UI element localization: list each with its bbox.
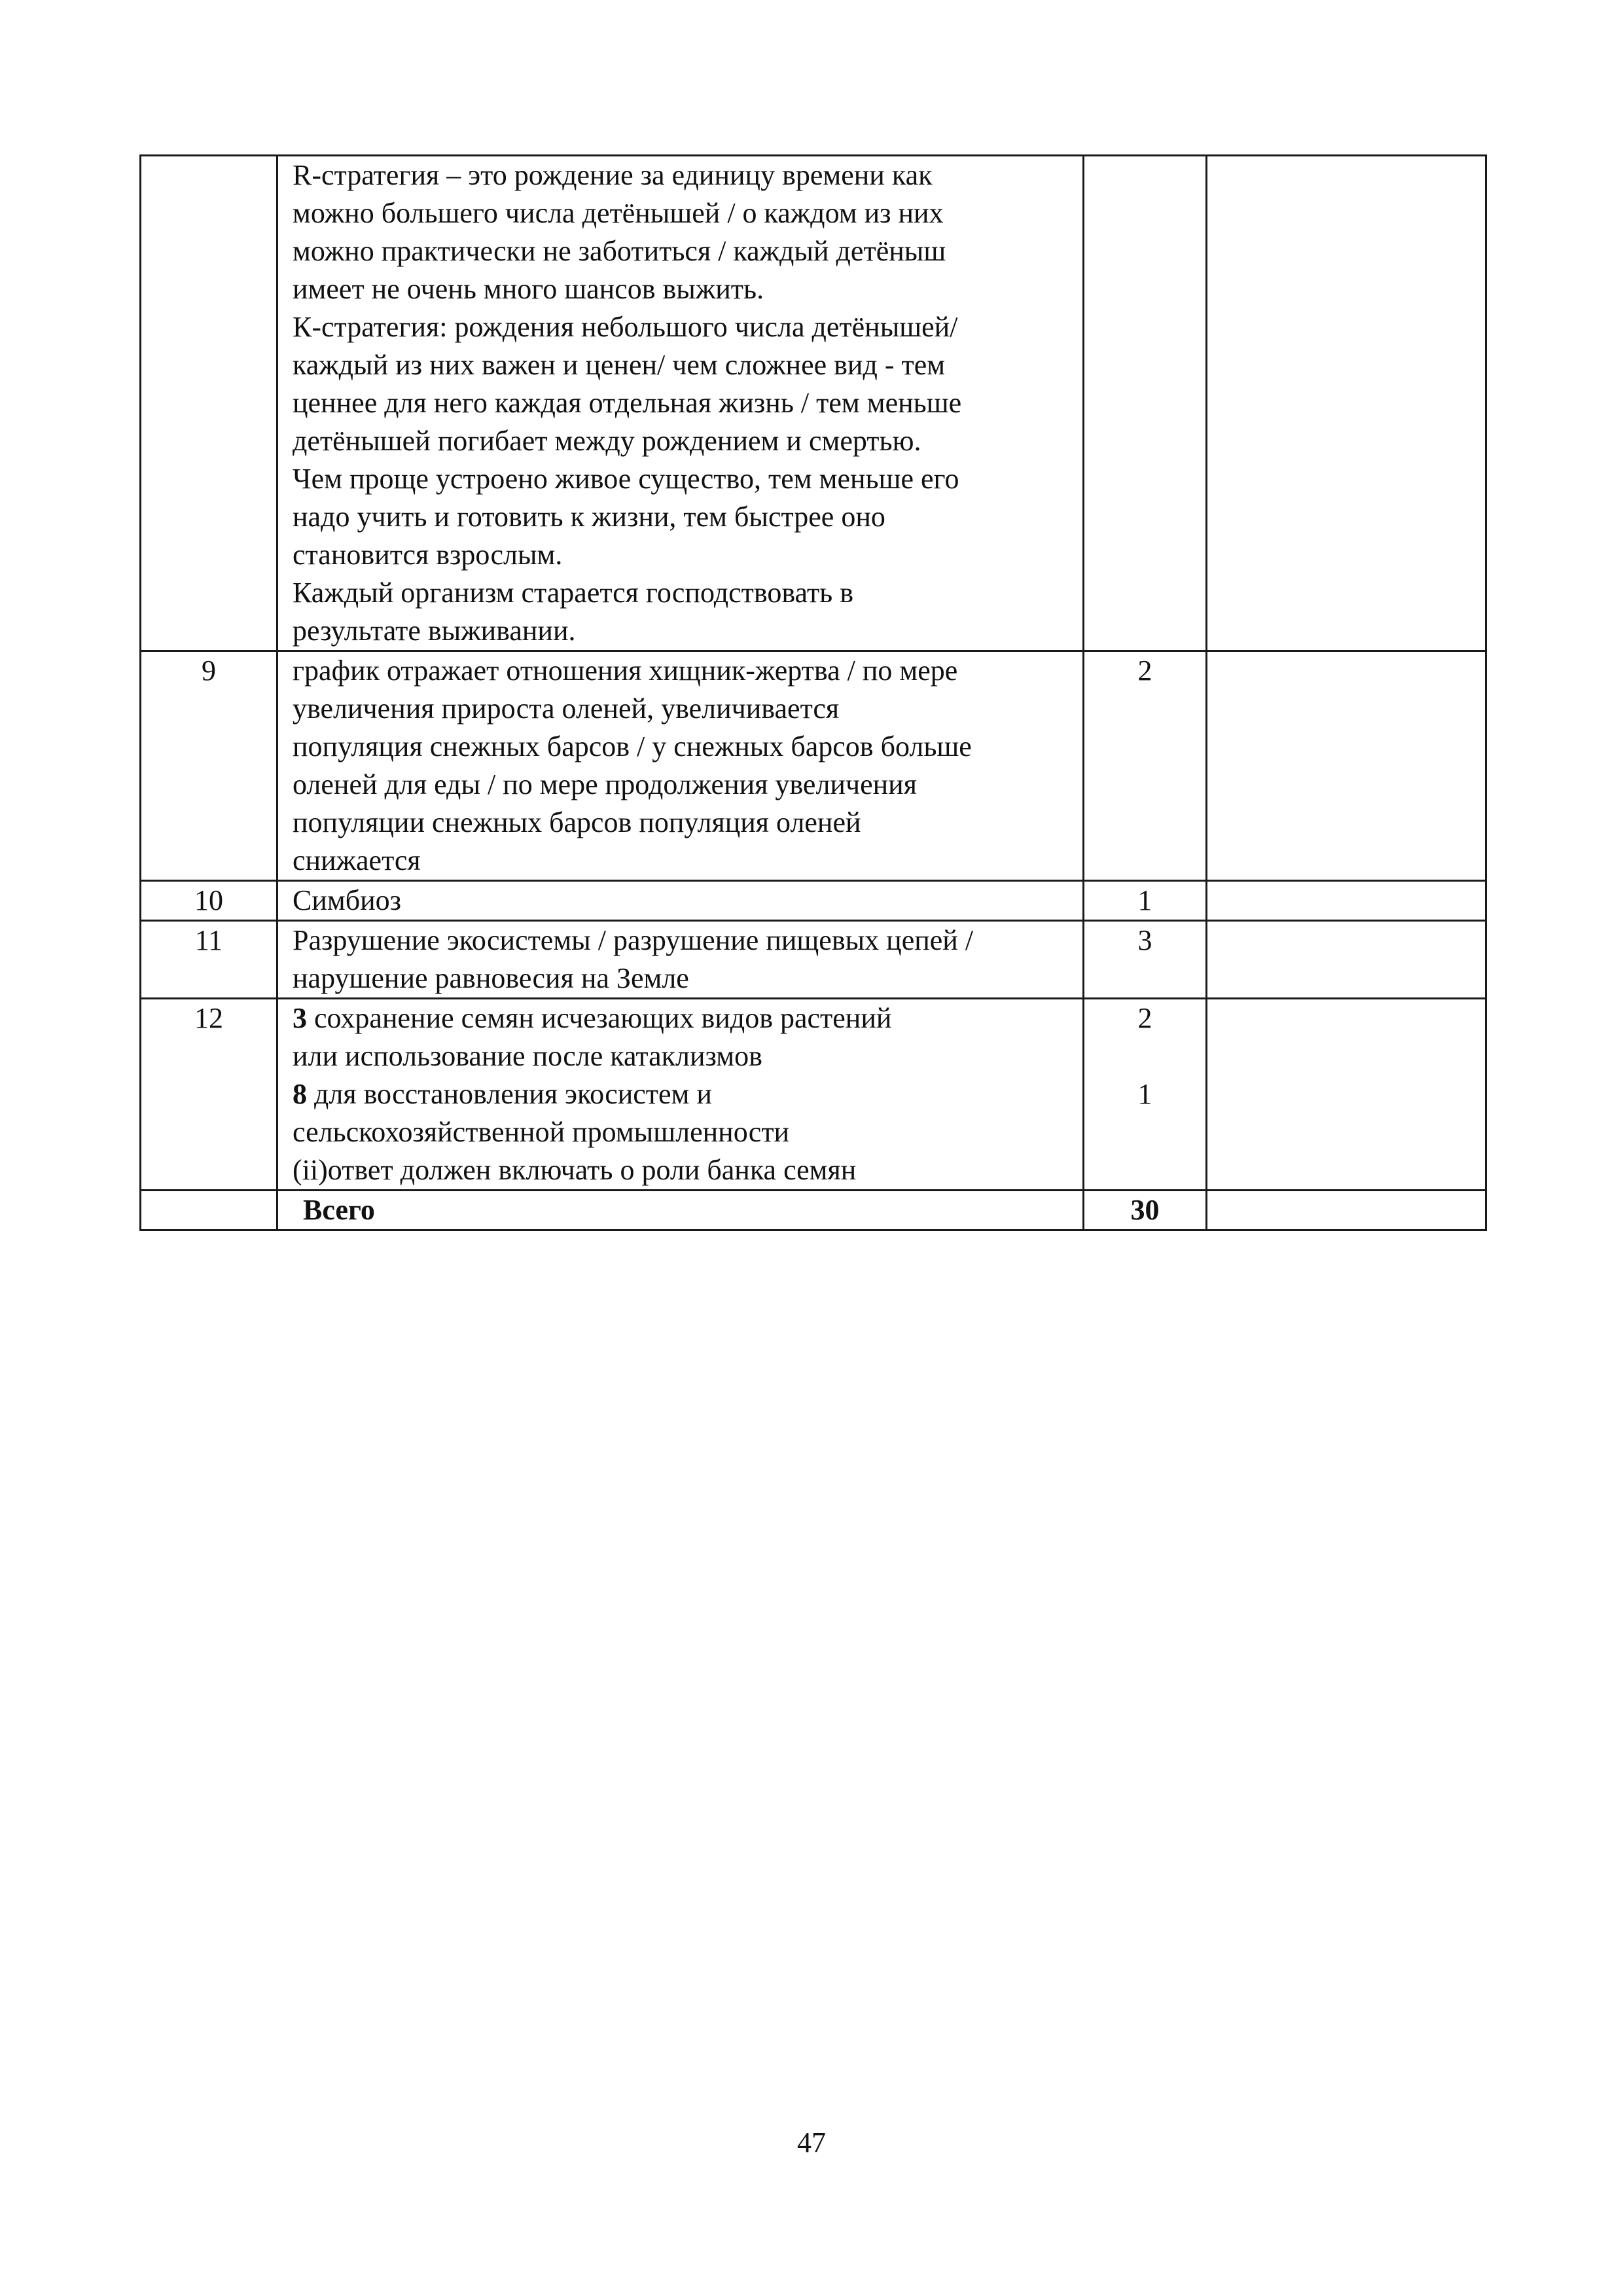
points-value: 1: [1137, 1078, 1152, 1110]
answer-line: можно большего числа детёнышей / о каждом из них: [293, 197, 944, 229]
points-cell: 1: [1084, 881, 1207, 921]
answer-text: для восстановления экосистем и: [307, 1078, 712, 1110]
sub-question-number: 3: [293, 1002, 307, 1034]
question-number-cell: 10: [141, 881, 277, 921]
answer-line: Симбиоз: [293, 884, 402, 916]
answer-line: имеет не очень много шансов выжить.: [293, 273, 764, 305]
empty-cell: [1207, 1191, 1486, 1230]
answer-line: или использование после катаклизмов: [293, 1040, 762, 1072]
points-cell: [1084, 999, 1207, 1191]
empty-cell: [1207, 651, 1486, 881]
page-number: 47: [797, 2126, 826, 2159]
empty-cell: [141, 1191, 277, 1230]
answer-line: сельскохозяйственной промышленности: [293, 1116, 790, 1148]
question-number-cell: 9: [141, 651, 277, 881]
answer-cell: [277, 651, 1084, 881]
question-number-cell: 12: [141, 999, 277, 1191]
table-row: [141, 921, 1486, 999]
answer-cell: [277, 881, 1084, 921]
sub-question-number: 8: [293, 1078, 307, 1110]
empty-cell: [1207, 999, 1486, 1191]
answer-line: К-стратегия: рождения небольшого числа детёнышей/: [293, 311, 958, 343]
answer-cell: [277, 156, 1084, 651]
empty-cell: [1207, 881, 1486, 921]
points-spacer: [1084, 1037, 1205, 1075]
answer-cell: [277, 999, 1084, 1191]
answer-line: нарушение равновесия на Земле: [293, 962, 689, 994]
points-cell: [1084, 156, 1207, 651]
question-number-cell: 11: [141, 921, 277, 999]
total-points: 30: [1084, 1191, 1207, 1230]
answer-line: оленей для еды / по мере продолжения увеличения: [293, 768, 917, 800]
answer-line: ценнее для него каждая отдельная жизнь / тем меньше: [293, 387, 962, 419]
answer-line: популяция снежных барсов / у снежных барсов больше: [293, 730, 972, 762]
points-value: 2: [1137, 1002, 1152, 1034]
answers-table: [139, 154, 1487, 1231]
answer-line: популяции снежных барсов популяция оленей: [293, 806, 861, 838]
total-label: Всего: [277, 1191, 1084, 1230]
answer-line: [293, 999, 1076, 1037]
answer-text: сохранение семян исчезающих видов растений: [307, 1002, 892, 1034]
answer-line: [293, 1075, 1076, 1113]
answer-line: результате выживании.: [293, 615, 576, 647]
table-row: [141, 881, 1486, 921]
answer-line: можно практически не заботиться / каждый детёныш: [293, 235, 946, 267]
question-number-cell: [141, 156, 277, 651]
answer-line: (ii)ответ должен включать о роли банка семян: [293, 1154, 857, 1186]
answer-line: график отражает отношения хищник-жертва / по мере: [293, 655, 958, 687]
total-row: [141, 1191, 1486, 1230]
answer-line: Каждый организм старается господствовать в: [293, 577, 854, 609]
table-row: [141, 651, 1486, 881]
empty-cell: [1207, 921, 1486, 999]
table-row: [141, 999, 1486, 1191]
answer-line: снижается: [293, 844, 421, 876]
points-cell: 3: [1084, 921, 1207, 999]
answer-line: увеличения прироста оленей, увеличивается: [293, 692, 840, 725]
points-cell: 2: [1084, 651, 1207, 881]
answer-line: надо учить и готовить к жизни, тем быстрее оно: [293, 501, 885, 533]
answer-line: R-стратегия – это рождение за единицу времени как: [293, 159, 933, 191]
answer-cell: [277, 921, 1084, 999]
answer-line: детёнышей погибает между рождением и смертью.: [293, 425, 921, 457]
answer-line: становится взрослым.: [293, 539, 563, 571]
table-row: [141, 156, 1486, 651]
answer-line: каждый из них важен и ценен/ чем сложнее вид - тем: [293, 349, 946, 381]
empty-cell: [1207, 156, 1486, 651]
answer-line: Чем проще устроено живое существо, тем меньше его: [293, 463, 959, 495]
answer-line: Разрушение экосистемы / разрушение пищевых цепей /: [293, 924, 974, 956]
